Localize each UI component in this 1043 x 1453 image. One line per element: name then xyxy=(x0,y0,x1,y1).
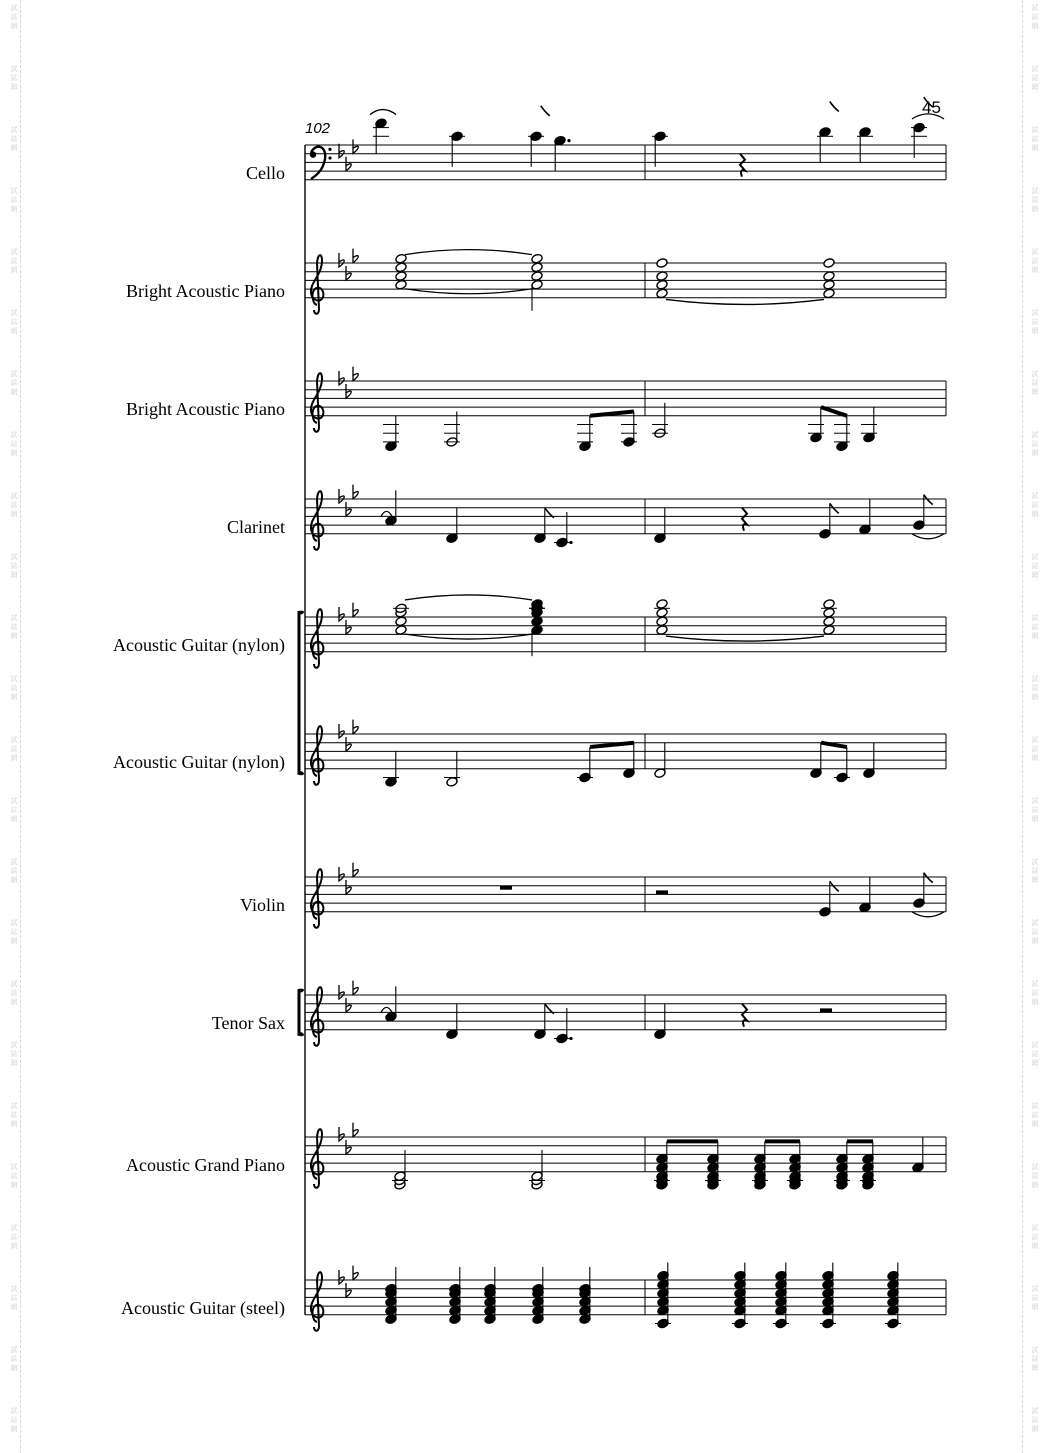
key-signature-flat xyxy=(339,144,344,158)
key-signature-flat xyxy=(353,863,358,877)
treble-clef-stroke xyxy=(311,726,323,785)
augmentation-dot xyxy=(569,1037,572,1040)
watermark-glyphs: 試 誌 網 xyxy=(10,736,18,762)
key-signature-flat xyxy=(346,157,351,171)
instrument-label-grand-piano: Acoustic Grand Piano xyxy=(126,1155,285,1175)
watermark-glyphs: 試 誌 網 xyxy=(10,370,18,396)
key-signature-flat xyxy=(353,1266,358,1280)
tie-arc xyxy=(912,114,944,119)
note-flag xyxy=(924,495,933,505)
watermark-glyphs: 試 誌 網 xyxy=(10,248,18,274)
notehead xyxy=(395,616,407,627)
watermark-glyphs: 試 誌 網 xyxy=(10,4,18,30)
watermark-glyphs: 試 誌 網 xyxy=(1031,919,1039,945)
watermark-glyphs: 試 誌 網 xyxy=(1031,553,1039,579)
notehead xyxy=(656,258,668,269)
note-flag xyxy=(830,102,839,112)
watermark-glyphs: 試 誌 網 xyxy=(10,858,18,884)
notehead xyxy=(656,271,668,282)
watermark-glyphs: 試 誌 網 xyxy=(10,65,18,91)
key-signature-flat xyxy=(346,384,351,398)
watermark-glyphs: 試 誌 網 xyxy=(10,431,18,457)
tie-arc xyxy=(381,1007,392,1012)
key-signature-flat xyxy=(339,1270,344,1284)
notehead xyxy=(823,599,835,610)
quarter-rest xyxy=(742,1004,747,1027)
watermark-glyphs: 試 誌 網 xyxy=(1031,126,1039,152)
watermark-glyphs: 試 誌 網 xyxy=(1031,1346,1039,1372)
watermark-glyphs: 試 誌 網 xyxy=(10,492,18,518)
notehead xyxy=(656,599,668,610)
beam xyxy=(821,407,847,416)
watermark-glyphs: 試 誌 網 xyxy=(1031,980,1039,1006)
watermark-glyphs: 試 誌 網 xyxy=(1031,431,1039,457)
key-signature-flat xyxy=(346,737,351,751)
treble-clef-stroke xyxy=(311,373,323,432)
notehead xyxy=(656,288,668,299)
tie-arc xyxy=(370,110,396,115)
notehead xyxy=(531,616,543,627)
treble-clef-icon xyxy=(311,373,323,432)
watermark-glyphs: 試 誌 網 xyxy=(1031,614,1039,640)
augmentation-dot xyxy=(569,541,572,544)
notehead xyxy=(531,279,543,290)
notehead xyxy=(395,262,407,273)
instrument-label-tenor-sax: Tenor Sax xyxy=(211,1013,285,1033)
note-flag xyxy=(541,106,550,116)
notehead xyxy=(656,607,668,618)
watermark-glyphs: 試 誌 網 xyxy=(10,1346,18,1372)
instrument-label-nylon-guitar-2: Acoustic Guitar (nylon) xyxy=(113,752,285,772)
instrument-label-clarinet: Clarinet xyxy=(227,517,285,537)
treble-clef-stroke xyxy=(311,255,323,314)
tie-arc xyxy=(666,299,824,304)
watermark-glyphs: 試 誌 網 xyxy=(1031,736,1039,762)
key-signature-flat xyxy=(339,607,344,621)
quarter-rest xyxy=(742,508,747,531)
watermark-glyphs: 試 誌 網 xyxy=(10,797,18,823)
tie-arc xyxy=(405,595,532,600)
bracket-nylon-guitars xyxy=(299,611,303,775)
bass-clef-dot xyxy=(328,156,331,159)
watermark-glyphs: 試 誌 網 xyxy=(1031,309,1039,335)
watermark-glyphs: 試 誌 網 xyxy=(1031,1041,1039,1067)
quarter-rest xyxy=(740,154,745,177)
key-signature-flat xyxy=(346,1140,351,1154)
watermark-glyphs: 試 誌 網 xyxy=(10,1407,18,1433)
notehead xyxy=(823,288,835,299)
note-flag xyxy=(924,873,933,883)
instrument-label-cello: Cello xyxy=(246,163,285,183)
key-signature-flat xyxy=(339,489,344,503)
key-signature-flat xyxy=(346,880,351,894)
notehead xyxy=(656,625,668,636)
bass-clef-dot xyxy=(310,151,316,157)
half-rest xyxy=(820,1008,832,1012)
beam xyxy=(821,743,847,747)
note-flag xyxy=(924,97,933,107)
treble-clef-stroke xyxy=(311,869,323,928)
notehead xyxy=(395,271,407,282)
key-signature-flat xyxy=(353,485,358,499)
watermark-glyphs: 試 誌 網 xyxy=(10,1224,18,1250)
watermark-glyphs: 試 誌 網 xyxy=(10,309,18,335)
instrument-label-nylon-guitar-1: Acoustic Guitar (nylon) xyxy=(113,635,285,655)
key-signature-flat xyxy=(346,502,351,516)
treble-clef-icon xyxy=(311,869,323,928)
key-signature-flat xyxy=(346,998,351,1012)
notehead xyxy=(823,625,835,636)
key-signature-flat xyxy=(353,603,358,617)
key-signature-flat xyxy=(353,720,358,734)
watermark-glyphs: 試 誌 網 xyxy=(1031,187,1039,213)
treble-clef-stroke xyxy=(311,491,323,550)
watermark-glyphs: 試 誌 網 xyxy=(1031,492,1039,518)
notehead xyxy=(823,279,835,290)
key-signature-flat xyxy=(339,985,344,999)
tie-arc xyxy=(912,534,944,539)
watermark-glyphs: 試 誌 網 xyxy=(1031,1285,1039,1311)
watermark-glyphs: 試 誌 網 xyxy=(1031,675,1039,701)
key-signature-flat xyxy=(339,1127,344,1141)
notehead xyxy=(531,262,543,273)
key-signature-flat xyxy=(353,367,358,381)
watermark-glyphs: 試 誌 網 xyxy=(1031,797,1039,823)
tie-arc xyxy=(381,511,392,516)
treble-clef-stroke xyxy=(311,1272,323,1331)
key-signature-flat xyxy=(353,1123,358,1137)
key-signature-flat xyxy=(339,867,344,881)
key-signature-flat xyxy=(353,249,358,263)
watermark-glyphs: 試 誌 網 xyxy=(1031,1224,1039,1250)
tie-arc xyxy=(405,250,532,255)
notehead xyxy=(823,258,835,269)
watermark-glyphs: 試 誌 網 xyxy=(10,675,18,701)
treble-clef-icon xyxy=(311,987,323,1046)
watermark-glyphs: 試 誌 網 xyxy=(1031,1407,1039,1433)
tie-arc xyxy=(912,912,944,917)
watermark-glyphs: 試 誌 網 xyxy=(1031,65,1039,91)
watermark-glyphs: 試 誌 網 xyxy=(10,980,18,1006)
notehead xyxy=(656,616,668,627)
beam xyxy=(590,411,634,415)
key-signature-flat xyxy=(339,253,344,267)
watermark-glyphs: 試 誌 網 xyxy=(10,126,18,152)
treble-clef-stroke xyxy=(311,609,323,668)
treble-clef-icon xyxy=(311,1272,323,1331)
watermark-glyphs: 試 誌 網 xyxy=(10,1285,18,1311)
watermark-glyphs: 試 誌 網 xyxy=(1031,858,1039,884)
key-signature-flat xyxy=(346,266,351,280)
watermark-glyphs: 試 誌 網 xyxy=(10,919,18,945)
watermark-glyphs: 試 誌 網 xyxy=(10,1163,18,1189)
watermark-glyphs: 試 誌 網 xyxy=(10,553,18,579)
key-signature-flat xyxy=(353,139,358,153)
note-flag xyxy=(830,881,839,891)
notehead xyxy=(823,607,835,618)
watermark-glyphs: 試 誌 網 xyxy=(1031,4,1039,30)
notehead xyxy=(531,271,543,282)
key-signature-flat xyxy=(353,981,358,995)
bracket-tenor-sax xyxy=(299,989,303,1036)
watermark-glyphs: 試 誌 網 xyxy=(1031,1102,1039,1128)
notehead xyxy=(531,253,543,264)
treble-clef-stroke xyxy=(311,1129,323,1188)
instrument-label-bright-piano-1: Bright Acoustic Piano xyxy=(126,281,285,301)
treble-clef-stroke xyxy=(311,987,323,1046)
notehead xyxy=(823,271,835,282)
notehead xyxy=(531,625,543,636)
bass-clef-dot xyxy=(328,148,331,151)
tie-arc xyxy=(666,636,824,641)
instrument-label-violin: Violin xyxy=(240,895,285,915)
half-rest xyxy=(656,890,668,894)
key-signature-flat xyxy=(346,620,351,634)
beam xyxy=(590,743,634,747)
notehead xyxy=(823,616,835,627)
key-signature-flat xyxy=(339,724,344,738)
watermark-glyphs: 試 誌 網 xyxy=(10,1102,18,1128)
treble-clef-icon xyxy=(311,609,323,668)
watermark-glyphs: 試 誌 網 xyxy=(1031,370,1039,396)
treble-clef-icon xyxy=(311,255,323,314)
watermark-glyphs: 試 誌 網 xyxy=(1031,248,1039,274)
watermark-glyphs: 試 誌 網 xyxy=(10,1041,18,1067)
measure-number: 102 xyxy=(305,120,331,137)
key-signature-flat xyxy=(339,371,344,385)
whole-rest xyxy=(500,886,512,890)
augmentation-dot xyxy=(567,139,570,142)
treble-clef-icon xyxy=(311,491,323,550)
watermark-glyphs: 試 誌 網 xyxy=(10,187,18,213)
instrument-label-steel-guitar: Acoustic Guitar (steel) xyxy=(121,1298,285,1318)
key-signature-flat xyxy=(346,1283,351,1297)
instrument-label-bright-piano-2: Bright Acoustic Piano xyxy=(126,399,285,419)
treble-clef-icon xyxy=(311,1129,323,1188)
watermark-glyphs: 試 誌 網 xyxy=(1031,1163,1039,1189)
notehead xyxy=(656,279,668,290)
note-flag xyxy=(830,503,839,513)
treble-clef-icon xyxy=(311,726,323,785)
watermark-glyphs: 試 誌 網 xyxy=(10,614,18,640)
page-number: 45 xyxy=(922,98,941,117)
